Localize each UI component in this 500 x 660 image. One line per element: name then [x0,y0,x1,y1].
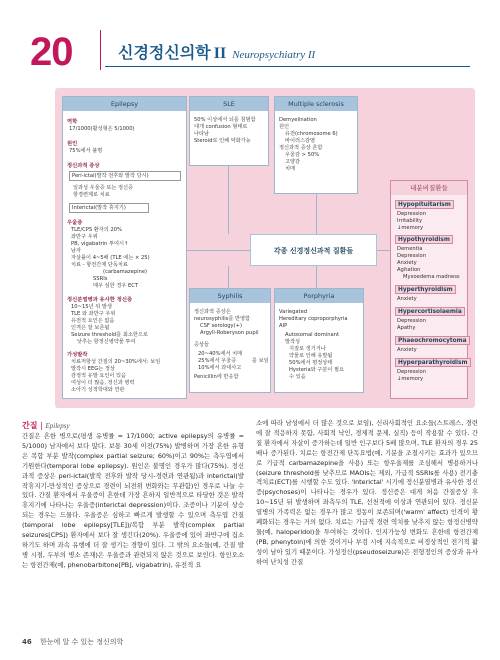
endocrine-item: Anxiety [397,296,417,302]
book-title: 한눈에 알 수 있는 정신의학 [39,638,124,646]
epilepsy-sec4-line: 좌반구 우위 [71,234,98,240]
porphyria-line: Hysteria와 구분이 필요 [289,367,345,373]
epilepsy-sec4-line: 치료 - 항전간제 단독치료 [71,262,128,268]
porphyria-line: 지질로 생기거나 [289,346,326,352]
porphyria-line: AIP [279,323,288,329]
epilepsy-sec5-line: 인격은 잘 보존됨 [71,325,110,331]
epilepsy-sec4-line: 자살률이 4~5배 (TLE 에는 × 25) [71,255,150,261]
endocrine-item: Anxiety [397,260,417,266]
ms-line: 고양감 [285,159,301,165]
porphyria-line: 발작성 [285,339,301,345]
epilepsy-sec4: 우울증 [67,220,83,226]
syphilis-line: neurosyphilis를 반영함 [194,316,251,322]
porphyria-title: Porphyria [275,289,363,303]
syphilis-line: Argyll-Roberyson pupil [200,330,259,336]
epilepsy-sec1: 역학 [67,119,78,125]
chapter-number: 20 [30,30,73,74]
header-rule [105,66,470,67]
endocrine-group-name: Hyperthyroidism [395,285,456,294]
epilepsy-sec6-line: 감정적 유발 요인이 있음 [71,373,127,379]
syphilis-line: CSF serology(+) [200,323,243,329]
ms-line: 유전(chromosome 6) [285,131,338,137]
connector [228,166,229,234]
chapter-title-en: Neuropsychiatry II [232,49,316,61]
porphyria-line: Hereditary coproporphyria [279,316,348,322]
ms-line: 정신과적 증상 흔함 [279,145,323,151]
connector [316,194,317,234]
endocrine-item: Depression [397,211,426,217]
sle-line: 대개 confusion 형태로 [194,124,248,130]
sle-panel [189,96,269,166]
syphilis-line: 정신과적 증상은 [194,309,231,315]
epilepsy-sec4-line: 남자 [71,248,82,254]
ms-panel [274,96,358,194]
ms-line: Demyelination [279,117,317,123]
section-title: 간질 | Epilepsy [22,421,70,430]
porphyria-panel [274,288,364,393]
epilepsy-sec5-line: Seizure threshold를 최소한으로 [71,332,148,338]
porphyria-line: 50%에서 평정상태 [289,360,333,366]
epilepsy-box2 [69,203,149,213]
epilepsy-sec5-line: 낮추는 항정신병약물 투여 [77,339,136,345]
syphilis-line: 10%에서 과대사고 [198,365,242,371]
center-node: 각종 신경정신과적 질환들 [250,234,377,266]
ms-line: 치매 [285,166,296,172]
porphyria-line: Variegated [279,309,308,315]
epilepsy-panel [62,96,187,399]
sle-title: SLE [190,97,268,111]
page-footer [22,637,123,647]
diagram [55,88,475,408]
sle-line: Steroid로 인해 악화가능 [194,138,251,144]
endocrine-item: Irritability [397,218,423,224]
syphilis-title: Syphilis [190,289,270,303]
syphilis-line: 증상들 [194,342,210,348]
syphilis-line: Penicillin에 반응함 [194,374,239,380]
body-right-column: 소에 따라 남성에서 더 많은 것으로 보임), 신리사회적인 요소들(스트레스, 경련에 잘 적응하지 못함, 사회적 낙인, 경제적 문제, 실직) 등이 작용할 수 있다. 간질 환자에서 자살이 증가하는데 일반 인구보다 5배 많으며, TLE 환자의 경우 25배나 증가된다. 치료는 항전간제 단독요법(예, 기분을 조절시키는 효과가 있으므로 기급적 carbamazepine을 사용) 또는 항우울제를 조심해서 병용하거나(seizure threshold를 낮추므로 MAOIs는 제외, 가급적 SSRIs를 사용) 전기충격치료(ECT)를 시행할 수도 있다. 'Interictal' 시기에 정신분열병과 유사한 정신증(psychoses)이 나타나는 경우가 있다. 정신증은 대게 처음 간질증상 후 10~15년 뒤 발생하며 좌측두의 TLE, 선천적에 이상과 연관되어 있다. 정신분열병의 가족력은 없는 경우가 많고 정동이 보존되며('warm' affect) 인격이 황폐화되는 경우는 거의 없다. 치료는 가급적 경련 역치를 낮추지 않는 항정신병약물(예, haloperidol)을 투여하는 것이다. 인지가능성 변화도 흔한데 항전간제(PB, phenytoin)에 의한 것이거나 부검 시에 지속적으로 비정상적인 전기적 활성이 남아 있기 때문이다. 가성정신(pseudoseizure)은 전형정인의 증상과 유사하여 난치성 간질 [256,419,479,566]
epilepsy-sec5-line: 10~15년 뒤 발생 [71,304,112,310]
epilepsy-sec6-line: 치료저항성 간질의 20~30%에서: 보임 [71,359,161,365]
endocrine-title: 내분비질환들 [391,181,467,195]
epilepsy-sec5-line: 유전적 요인은 없음 [71,318,115,324]
endocrine-item: Depression [397,369,426,375]
epilepsy-sec6-line: 여성이 더 많음, 정신과 병력 [71,380,135,386]
endocrine-item: ↓memory [397,225,424,231]
epilepsy-sec4-line: SSRIs [93,276,108,282]
epilepsy-sec3-line: 일과성 우울증 또는 정신증 [73,185,134,191]
epilepsy-sec4-line: 매우 심한 경우 ECT [93,283,139,289]
endocrine-item: Agitation [397,267,421,273]
sle-line: 50% 이상에서 뇌를 침범함 [194,117,256,123]
endocrine-item: Depression [397,253,426,259]
page-number: 46 [22,638,32,646]
connector [377,250,390,251]
epilepsy-box2-label: Interictal(발작 휴지기) [72,205,126,211]
endocrine-item: Apathy [397,325,416,331]
syphilis-line: 20~40%에서 치매 [198,351,243,357]
endocrine-item: Anxiety [397,347,417,353]
epilepsy-box1 [69,171,181,181]
epilepsy-sec4-line: (carbamazepine) [103,269,148,275]
epilepsy-sec2-line: 75%에서 불명 [69,148,103,154]
section-title-en: Epilepsy [45,422,70,430]
ms-line: 우울감 > 50% [285,152,320,158]
endocrine-item: Dementia [397,246,423,252]
endocrine-group-name: Hypothyroidism [395,235,453,244]
header-divider [100,30,101,70]
chapter-header [0,0,500,85]
endocrine-item: Depression [397,318,426,324]
epilepsy-sec4-line: TLE/CPS 환자의 20% [71,227,122,233]
epilepsy-sec4-line: PB, vigabatrin 투여시↑ [71,241,129,247]
epilepsy-title: Epilepsy [63,97,186,111]
syphilis-side: 를 보임 [252,358,269,364]
connector [187,250,250,251]
epilepsy-box1-label: Peri-ictal(발작 전후와 발작 당시) [72,173,149,179]
ms-line: 바이러스감염 [285,138,316,144]
endocrine-group-name: Hypercortisolaemia [395,307,465,316]
porphyria-line: 약물로 인해 유발됨 [289,353,333,359]
syphilis-panel [189,288,271,393]
epilepsy-sec2: 원인 [67,141,78,147]
endocrine-group-name: Phaeochromocytoma [395,336,470,345]
epilepsy-sec5-line: TLE 와 좌반구 우위 [71,311,116,317]
body-left-column: 간질은 흔한 병으로(평생 유병률 = 17/1000; active epilepsy의 유병률 = 5/1000) 남자에서 보다 많다. 보통 30세 이전(75%) 발병하며 가장 흔한 유형은 복합 부분 발작(complex partial seizure; 60%)이고 90%는 측두엽에서 기원한다(temporal lobe epilepsy). 원인은 불명인 경우가 많다(75%). 정신과적 증상은 peri-ictal(발작 전후와 발작 당시-경련과 연관됨)과 interictal(발작휴지기-만성적인 증상으로 경련이 뇌전위 변화와는 무관함)인 경우로 나눌 수 있다. 간질 환자에서 우울증이 흔한데 가장 흔하지 일반적으로 타당한 것은 발작휴지기에 나타나는 우울증(interictal depression)이다. 조증이나 기분이 상승되는 경우는 드물다. 우울증은 심하고 빠르게 발생할 수 있으며 측두엽 간질(temporal lobe epilepsy[TLE])/복합 부분 발작(complex partial seizures[CPS]) 환자에서 보다 잘 생긴다(20%). 우울증에 있어 좌반구에 집소하기도 하며 과속 유행에 더 잘 생기는 경향이 있다. 그 밖의 요소들(예, 간질 발병 시점, 두부의 병소 존재)은 우울증과 관련되지 않은 것으로 보인다. 항인오소는 항전간제(예, phenobarbitone[PB], vigabatrin), 유전적 요 [22,432,244,569]
endocrine-group-name: Hypopituitarism [395,200,454,209]
porphyria-line: 수 있음 [289,374,306,380]
epilepsy-sec3-line: 항경련제로 치료 [73,192,110,198]
epilepsy-sec6-line: 발작시 EEG는 정상 [71,366,115,372]
chapter-title-roman: II [213,45,227,62]
epilepsy-sec6-line: 소아기 성적학대와 연관 [71,387,125,393]
connector [228,266,229,288]
endocrine-panel [390,180,468,399]
connector [316,266,317,288]
endocrine-item: ↓memory [397,376,424,382]
ms-title: Multiple sclerosis [275,97,357,111]
endocrine-item: Myxoedema madness [403,274,460,280]
porphyria-line: Autosomal dominant [285,332,339,338]
section-title-ko: 간질 [22,421,38,430]
endocrine-group-name: Hyperparathyroidism [395,358,471,367]
epilepsy-sec1-line: 17/1000(활성형은 5/1000) [69,126,135,132]
chapter-title-ko: 신경정신의학 [118,43,211,62]
epilepsy-sec3: 정신과적 증상 [67,163,100,169]
sle-line: 나타남 [194,131,210,137]
chapter-title [118,40,315,63]
syphilis-line: 25%에서 우울증 [198,358,237,364]
epilepsy-sec6: 가성발작 [67,352,88,358]
ms-line: 원인 [279,124,290,130]
epilepsy-sec5: 정신분열병과 유사한 정신증 [67,297,133,303]
